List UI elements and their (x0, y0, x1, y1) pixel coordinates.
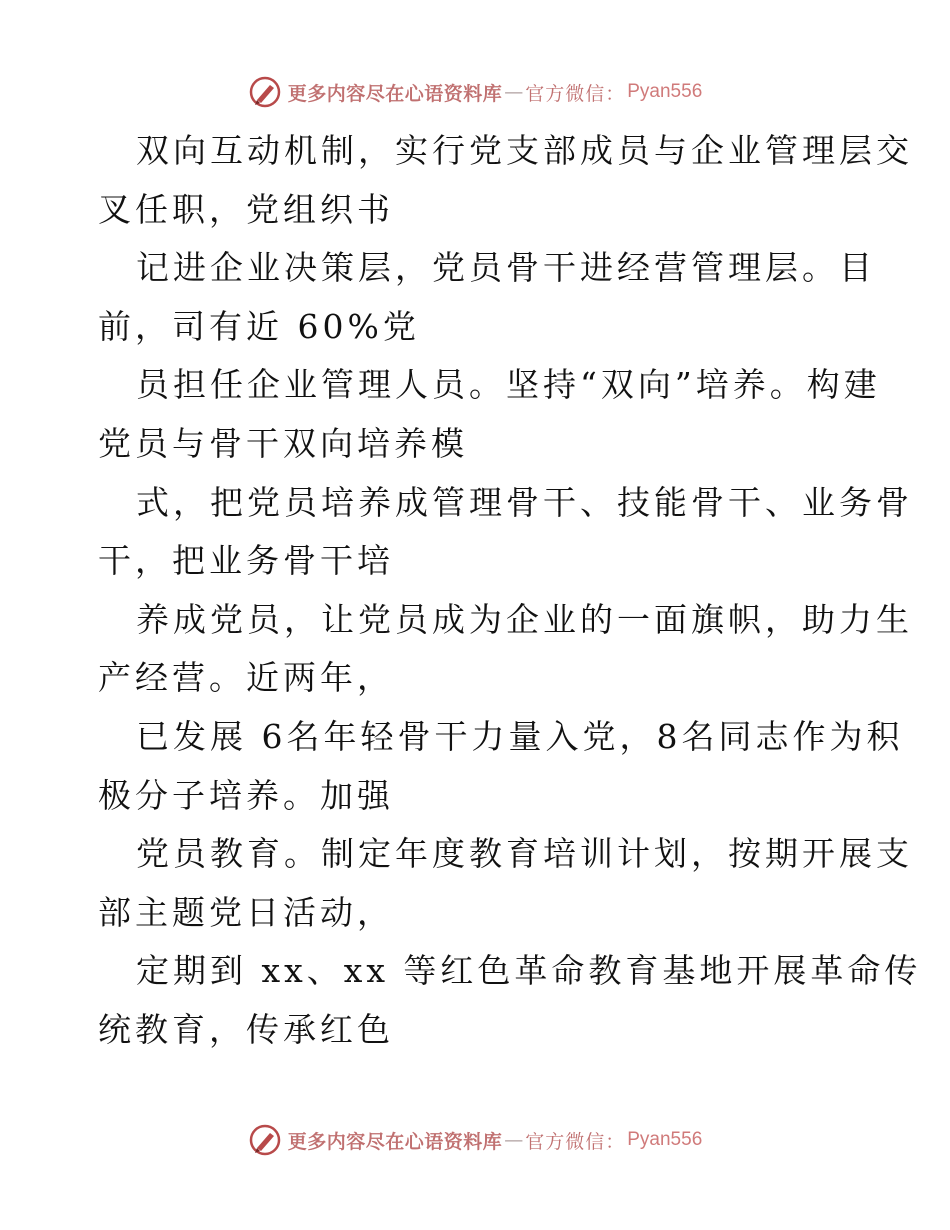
document-body (98, 122, 922, 1060)
pen-logo-icon (248, 75, 282, 109)
body-line: 叉任职，党组织书 (98, 189, 394, 229)
body-line: 前，司有近 60%党 (98, 306, 420, 346)
banner-wechat-label: 官方微信： (525, 1130, 626, 1153)
banner-separator: — (504, 81, 524, 103)
body-line: 记进企业决策层，党员骨干进经营管理层。目 (136, 248, 876, 288)
body-line: 部主题党日活动， (98, 892, 394, 932)
body-line: 极分子培养。加强 (98, 775, 394, 815)
banner-wechat-id: Pyan556 (627, 1129, 703, 1150)
banner-main-text: 更多内容尽在心语资料库 (287, 82, 503, 105)
body-line: 养成党员，让党员成为企业的一面旗帜，助力生 (136, 599, 913, 639)
body-line: 党员与骨干双向培养模 (98, 423, 468, 463)
body-line: 已发展 6名年轻骨干力量入党，8名同志作为积 (136, 716, 904, 756)
body-line: 定期到 xx、xx 等红色革命教育基地开展革命传 (136, 951, 922, 991)
body-line: 干，把业务骨干培 (98, 541, 394, 581)
body-line: 双向互动机制，实行党支部成员与企业管理层交 (136, 131, 913, 170)
body-line: 式，把党员培养成管理骨干、技能骨干、业务骨 (136, 482, 913, 522)
pen-logo-icon (248, 1123, 282, 1157)
body-line: 统教育，传承红色 (98, 1009, 394, 1049)
body-line: 产经营。近两年， (98, 658, 394, 698)
header-banner (0, 72, 950, 112)
banner-separator: — (504, 1129, 524, 1151)
body-line: 党员教育。制定年度教育培训计划，按期开展支 (136, 834, 913, 874)
banner-wechat-label: 官方微信： (525, 82, 626, 105)
footer-banner (0, 1120, 950, 1160)
body-line: 员担任企业管理人员。坚持“双向”培养。构建 (136, 365, 881, 405)
banner-main-text: 更多内容尽在心语资料库 (287, 1130, 503, 1153)
banner-wechat-id: Pyan556 (627, 81, 703, 102)
